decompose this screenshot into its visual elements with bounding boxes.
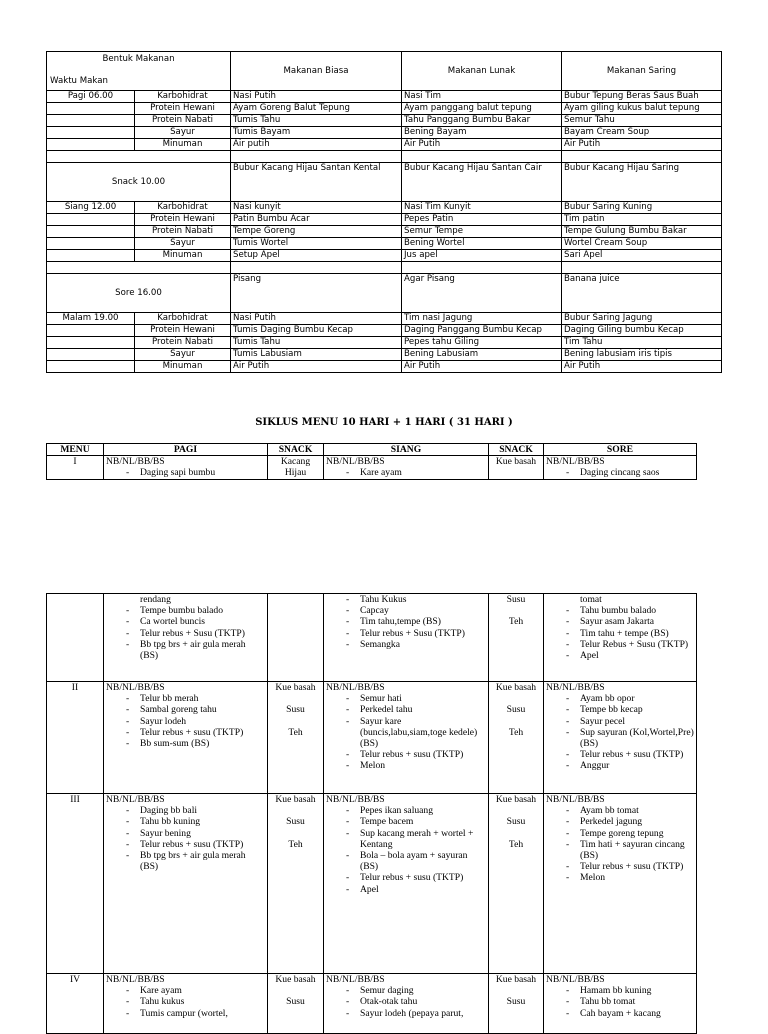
diet-code: NB/NL/BB/BS <box>106 974 165 985</box>
dish-item: - Apel <box>346 884 486 895</box>
blank-cell <box>562 262 722 274</box>
item-saring: Bayam Cream Soup <box>562 127 722 139</box>
dish-item: - Telur rebus + susu (TKTP) <box>126 839 265 850</box>
snack-item: Teh <box>508 838 524 850</box>
snack-item: Susu <box>506 594 526 605</box>
meal-time-empty <box>47 127 135 139</box>
item-lunak: Nasi Tim Kunyit <box>402 202 562 214</box>
blank-cell <box>231 262 402 274</box>
cycle-col-header: SORE <box>544 444 697 456</box>
diet-code: NB/NL/BB/BS <box>546 794 605 805</box>
dish-item: - Sayur bening <box>126 828 265 839</box>
snack-item: Susu <box>506 704 526 716</box>
item-saring: Bening labusiam iris tipis <box>562 349 722 361</box>
cycle-row <box>47 974 697 1034</box>
dish-item: - Daging cincang saos <box>566 467 694 478</box>
item-lunak: Nasi Tim <box>402 91 562 103</box>
col-header-lunak: Makanan Lunak <box>402 52 562 91</box>
blank-cell <box>47 151 231 163</box>
cycle-menu-table-top <box>46 443 697 480</box>
corner-label-bottom: Waktu Makan <box>50 76 108 86</box>
meal-time-empty <box>47 226 135 238</box>
dish-item: - Daging bb bali <box>126 805 265 816</box>
diet-code: NB/NL/BB/BS <box>546 974 605 985</box>
dish-item: - Tempe bb kecap <box>566 704 694 715</box>
item-biasa: Ayam Goreng Balut Tepung <box>231 103 402 115</box>
item-lunak: Daging Panggang Bumbu Kecap <box>402 325 562 337</box>
item-lunak: Tim nasi Jagung <box>402 313 562 325</box>
meal-row <box>47 91 722 103</box>
snack-item: Teh <box>288 726 303 738</box>
dish-item: - Daging sapi bumbu <box>126 467 265 478</box>
cycle-row <box>47 794 697 974</box>
meal-time-empty <box>47 238 135 250</box>
dish-item: - Pepes ikan saluang <box>346 805 486 816</box>
dish-item: - Ca wortel buncis <box>126 616 265 627</box>
item-lunak: Air Putih <box>402 361 562 373</box>
dish-item: - Hamam bb kuning <box>566 985 694 996</box>
meal-time: Pagi 06.00 <box>47 91 135 103</box>
snack-cell <box>268 456 324 479</box>
dish-item: - Tim hati + sayuran cincang (BS) <box>566 839 694 861</box>
meal-row <box>47 226 722 238</box>
pagi-cell <box>104 794 268 974</box>
dish-item: - Perkedel jagung <box>566 816 694 827</box>
snack-item <box>491 985 541 996</box>
dish-item: - Sayur lodeh <box>126 716 265 727</box>
snack-cell <box>489 794 544 974</box>
dish-item: - Bola – bola ayam + sayuran (BS) <box>346 850 486 872</box>
menu-number <box>47 594 104 682</box>
siang-cell <box>324 794 489 974</box>
sore-cell <box>544 974 697 1034</box>
meal-time-empty <box>47 115 135 127</box>
diet-code: NB/NL/BB/BS <box>326 456 385 468</box>
meal-row <box>47 115 722 127</box>
dish-item: - Tim tahu,tempe (BS) <box>346 616 486 627</box>
dish-item: - Kare ayam <box>346 467 486 478</box>
food-category: Protein Hewani <box>135 103 231 115</box>
col-header-saring: Makanan Saring <box>562 52 722 91</box>
snack-item: Kue basah <box>495 974 537 985</box>
snack-item <box>270 985 321 996</box>
food-category: Minuman <box>135 250 231 262</box>
item-lunak: Bening Bayam <box>402 127 562 139</box>
meal-row <box>47 313 722 325</box>
menu-number: II <box>47 682 104 794</box>
snack-item <box>491 716 541 727</box>
diet-header-row <box>47 52 722 91</box>
cycle-row-menu-1 <box>47 456 697 479</box>
dish-item: - Sayur lodeh (pepaya parut, <box>346 1008 486 1019</box>
food-category: Sayur <box>135 349 231 361</box>
item-saring: Tempe Gulung Bumbu Bakar <box>562 226 722 238</box>
dish-item: - Apel <box>566 650 694 661</box>
dish-item: - Semur hati <box>346 693 486 704</box>
corner-label-top: Bentuk Makanan <box>102 54 175 64</box>
dish-item: - Semangka <box>346 639 486 650</box>
dish-item: - Tahu bb kuning <box>126 816 265 827</box>
diet-code: NB/NL/BB/BS <box>326 794 385 805</box>
dish-item: - Bb tpg brs + air gula merah (BS) <box>126 639 265 661</box>
snack-cell <box>268 594 324 682</box>
dish-item: - Bb sum-sum (BS) <box>126 738 265 749</box>
item-saring: Ayam giling kukus balut tepung <box>562 103 722 115</box>
blank-row <box>47 262 722 274</box>
snack-row <box>47 163 722 202</box>
diet-code: NB/NL/BB/BS <box>106 682 165 693</box>
menu-number: III <box>47 794 104 974</box>
blank-row <box>47 151 722 163</box>
meal-row <box>47 202 722 214</box>
dish-item: - Telur Rebus + Susu (TKTP) <box>566 639 694 650</box>
item-biasa: Tumis Tahu <box>231 337 402 349</box>
item-saring: Bubur Tepung Beras Saus Buah <box>562 91 722 103</box>
food-category: Protein Hewani <box>135 325 231 337</box>
dish-item: - Telur bb merah <box>126 693 265 704</box>
item-saring: Bubur Saring Kuning <box>562 202 722 214</box>
snack-cell <box>489 456 544 479</box>
meal-row <box>47 349 722 361</box>
cycle-row <box>47 682 697 794</box>
dish-item: - Ayam bb tomat <box>566 805 694 816</box>
blank-cell <box>402 151 562 163</box>
cycle-col-header: PAGI <box>104 444 268 456</box>
item-saring: Tim patin <box>562 214 722 226</box>
dish-item: - Sambal goreng tahu <box>126 704 265 715</box>
item-lunak: Bubur Kacang Hijau Santan Cair <box>402 163 562 202</box>
dish-item: - Semur daging <box>346 985 486 996</box>
meal-row <box>47 103 722 115</box>
item-lunak: Pepes Patin <box>402 214 562 226</box>
snack-item: Susu <box>286 704 305 716</box>
diet-code: NB/NL/BB/BS <box>326 682 385 693</box>
snack-item: Kue basah <box>275 974 316 985</box>
item-lunak: Jus apel <box>402 250 562 262</box>
diet-menu-table <box>46 51 722 373</box>
item-biasa: Tumis Bayam <box>231 127 402 139</box>
pagi-cell <box>104 682 268 794</box>
item-biasa: Tumis Labusiam <box>231 349 402 361</box>
cycle-col-header: SNACK <box>489 444 544 456</box>
dish-item: - Ayam bb opor <box>566 693 694 704</box>
meal-time-empty <box>47 349 135 361</box>
food-category: Sayur <box>135 127 231 139</box>
cycle-menu-title: SIKLUS MENU 10 HARI + 1 HARI ( 31 HARI ) <box>255 417 513 428</box>
meal-row <box>47 139 722 151</box>
diet-code: NB/NL/BB/BS <box>106 456 165 468</box>
dish-item: - Capcay <box>346 605 486 616</box>
menu-number: I <box>47 456 104 479</box>
item-saring: Sari Apel <box>562 250 722 262</box>
cycle-col-header: SNACK <box>268 444 324 456</box>
item-biasa: Setup Apel <box>231 250 402 262</box>
item-biasa: Air putih <box>231 139 402 151</box>
blank-cell <box>562 151 722 163</box>
item-lunak: Agar Pisang <box>402 274 562 313</box>
meal-time-empty <box>47 337 135 349</box>
col-header-biasa: Makanan Biasa <box>231 52 402 91</box>
dish-item: - Tahu Kukus <box>346 594 486 605</box>
snack-item: Susu <box>286 816 305 828</box>
item-biasa: Pisang <box>231 274 402 313</box>
siang-cell <box>324 456 489 479</box>
dish-item: - Telur rebus + Susu (TKTP) <box>126 628 265 639</box>
dish-item: - Perkedel tahu <box>346 704 486 715</box>
meal-row <box>47 214 722 226</box>
item-biasa: Nasi Putih <box>231 91 402 103</box>
item-lunak: Bening Labusiam <box>402 349 562 361</box>
item-lunak: Pepes tahu Giling <box>402 337 562 349</box>
snack-item <box>491 605 541 616</box>
snack-item <box>270 716 321 727</box>
food-category: Karbohidrat <box>135 313 231 325</box>
food-category: Karbohidrat <box>135 202 231 214</box>
item-saring: Bubur Saring Jagung <box>562 313 722 325</box>
pagi-cell <box>104 456 268 479</box>
item-saring: Tim Tahu <box>562 337 722 349</box>
meal-time-empty <box>47 139 135 151</box>
snack-item: Kue basah <box>495 794 537 805</box>
dish-item: - Telur rebus + susu (TKTP) <box>566 749 694 760</box>
item-biasa: Air Putih <box>231 361 402 373</box>
dish-item: tomat <box>580 594 602 605</box>
dish-item: - Tempe goreng tepung <box>566 828 694 839</box>
item-biasa: Bubur Kacang Hijau Santan Kental <box>231 163 402 202</box>
meal-time-empty <box>47 361 135 373</box>
diet-code: NB/NL/BB/BS <box>546 456 605 468</box>
dish-item: - Sup kacang merah + wortel + Kentang <box>346 828 486 850</box>
dish-item: - Otak-otak tahu <box>346 996 486 1007</box>
diet-code: NB/NL/BB/BS <box>106 794 165 805</box>
meal-row <box>47 361 722 373</box>
dish-item: - Tahu bumbu balado <box>566 605 694 616</box>
cycle-row <box>47 594 697 682</box>
food-category: Minuman <box>135 361 231 373</box>
snack-cell <box>489 682 544 794</box>
dish-item: - Tempe bumbu balado <box>126 605 265 616</box>
snack-item: Susu <box>506 816 526 828</box>
snack-item: Teh <box>508 726 524 738</box>
item-biasa: Patin Bumbu Acar <box>231 214 402 226</box>
dish-item: - Telur rebus + susu (TKTP) <box>126 727 265 738</box>
cycle-col-header: SIANG <box>324 444 489 456</box>
sore-cell <box>544 456 697 479</box>
dish-item: - Tempe bacem <box>346 816 486 827</box>
diet-corner-cell <box>47 52 231 91</box>
pagi-cell <box>104 974 268 1034</box>
menu-number: IV <box>47 974 104 1034</box>
siang-cell <box>324 594 489 682</box>
cycle-col-header: MENU <box>47 444 104 456</box>
meal-row <box>47 325 722 337</box>
snack-cell <box>268 682 324 794</box>
snack-cell <box>268 794 324 974</box>
dish-item: - Cah bayam + kacang <box>566 1008 694 1019</box>
snack-time: Sore 16.00 <box>47 274 231 313</box>
dish-item: - Bb tpg brs + air gula merah (BS) <box>126 850 265 872</box>
food-category: Protein Nabati <box>135 337 231 349</box>
sore-cell <box>544 794 697 974</box>
blank-cell <box>231 151 402 163</box>
item-saring: Semur Tahu <box>562 115 722 127</box>
pagi-cell <box>104 594 268 682</box>
food-category: Minuman <box>135 139 231 151</box>
item-saring: Air Putih <box>562 139 722 151</box>
blank-cell <box>402 262 562 274</box>
meal-time-empty <box>47 250 135 262</box>
item-saring: Banana juice <box>562 274 722 313</box>
meal-time: Malam 19.00 <box>47 313 135 325</box>
meal-row <box>47 250 722 262</box>
food-category: Protein Hewani <box>135 214 231 226</box>
blank-cell <box>47 262 231 274</box>
meal-time-empty <box>47 103 135 115</box>
snack-time: Snack 10.00 <box>47 163 231 202</box>
meal-time-empty <box>47 325 135 337</box>
item-saring: Air Putih <box>562 361 722 373</box>
item-biasa: Tempe Goreng <box>231 226 402 238</box>
dish-item: - Sayur kare (buncis,labu,siam,toge kedele) (BS) <box>346 716 486 750</box>
item-saring: Wortel Cream Soup <box>562 238 722 250</box>
snack-item: Susu <box>506 996 526 1008</box>
meal-row <box>47 127 722 139</box>
snack-item: Teh <box>288 838 303 850</box>
item-saring: Bubur Kacang Hijau Saring <box>562 163 722 202</box>
diet-code: NB/NL/BB/BS <box>546 682 605 693</box>
dish-item: - Anggur <box>566 760 694 771</box>
item-lunak: Semur Tempe <box>402 226 562 238</box>
snack-item <box>270 828 321 839</box>
food-category: Karbohidrat <box>135 91 231 103</box>
snack-item: Kue basah <box>495 682 537 693</box>
food-category: Protein Nabati <box>135 115 231 127</box>
snack-cell <box>489 974 544 1034</box>
dish-item: - Tahu bb tomat <box>566 996 694 1007</box>
sore-cell <box>544 594 697 682</box>
dish-item: - Sayur asam Jakarta <box>566 616 694 627</box>
snack-row <box>47 274 722 313</box>
snack-item <box>270 693 321 704</box>
cycle-menu-table-continued <box>46 593 697 1034</box>
siang-cell <box>324 974 489 1034</box>
dish-item: - Sayur pecel <box>566 716 694 727</box>
dish-item: - Tim tahu + tempe (BS) <box>566 628 694 639</box>
food-category: Protein Nabati <box>135 226 231 238</box>
item-lunak: Tahu Panggang Bumbu Bakar <box>402 115 562 127</box>
dish-item: - Tahu kukus <box>126 996 265 1007</box>
snack-cell <box>268 974 324 1034</box>
meal-time: Siang 12.00 <box>47 202 135 214</box>
dish-item: rendang <box>140 594 171 605</box>
snack-item: Kue basah <box>495 456 537 468</box>
meal-row <box>47 337 722 349</box>
dish-item: - Melon <box>566 872 694 883</box>
snack-item <box>270 805 321 816</box>
item-biasa: Tumis Wortel <box>231 238 402 250</box>
diet-code: NB/NL/BB/BS <box>326 974 385 985</box>
snack-item: Kacang <box>280 456 311 468</box>
item-lunak: Bening Wortel <box>402 238 562 250</box>
item-biasa: Nasi kunyit <box>231 202 402 214</box>
snack-item <box>491 805 541 816</box>
snack-item: Kue basah <box>275 794 316 805</box>
siang-cell <box>324 682 489 794</box>
dish-item: - Tumis campur (wortel, <box>126 1008 265 1019</box>
dish-item: - Kare ayam <box>126 985 265 996</box>
cycle-header-row <box>47 444 697 456</box>
snack-item <box>491 693 541 704</box>
food-category: Sayur <box>135 238 231 250</box>
snack-item: Kue basah <box>275 682 316 693</box>
dish-item: - Telur rebus + susu (TKTP) <box>346 749 486 760</box>
item-biasa: Tumis Tahu <box>231 115 402 127</box>
dish-item: - Melon <box>346 760 486 771</box>
snack-item: Susu <box>286 996 305 1008</box>
snack-item: Hijau <box>284 467 307 479</box>
meal-time-empty <box>47 214 135 226</box>
item-lunak: Air Putih <box>402 139 562 151</box>
dish-item: - Telur rebus + susu (TKTP) <box>346 872 486 883</box>
sore-cell <box>544 682 697 794</box>
item-lunak: Ayam panggang balut tepung <box>402 103 562 115</box>
snack-item: Teh <box>508 616 524 628</box>
snack-cell <box>489 594 544 682</box>
dish-item: - Sup sayuran (Kol,Wortel,Pre) (BS) <box>566 727 694 749</box>
item-saring: Daging Giling bumbu Kecap <box>562 325 722 337</box>
dish-item: - Telur rebus + Susu (TKTP) <box>346 628 486 639</box>
dish-item: - Telur rebus + susu (TKTP) <box>566 861 694 872</box>
snack-item <box>491 828 541 839</box>
item-biasa: Nasi Putih <box>231 313 402 325</box>
meal-row <box>47 238 722 250</box>
item-biasa: Tumis Daging Bumbu Kecap <box>231 325 402 337</box>
